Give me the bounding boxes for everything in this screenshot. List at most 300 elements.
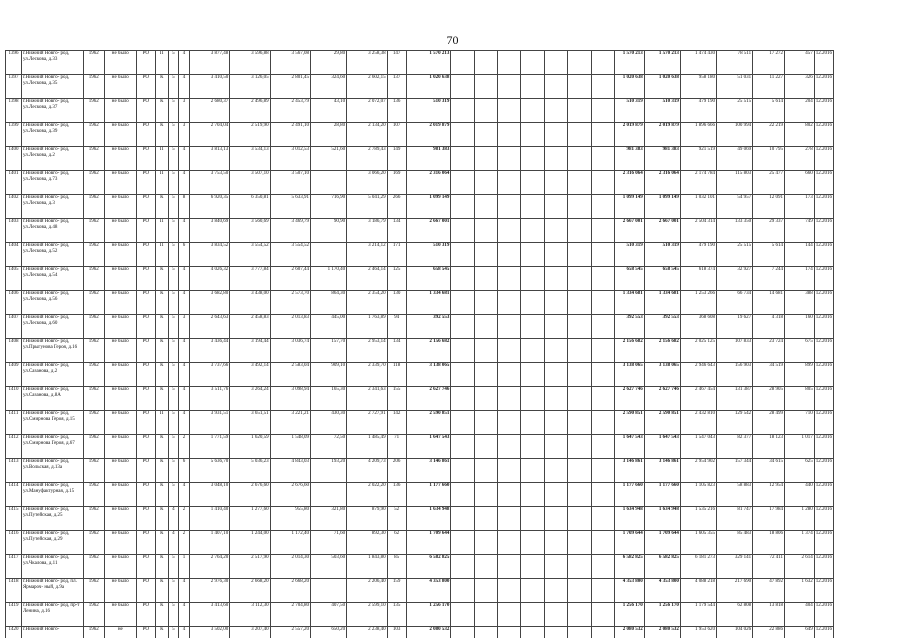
cell-t1: 4 353 800: [614, 579, 644, 603]
cell-a4: [311, 483, 347, 507]
cell-a1: 3 753,50: [189, 171, 229, 195]
cell-year: 1962: [83, 411, 104, 435]
cell-t2: 2 080 532: [644, 627, 680, 639]
cell-a3: 3 098,94: [270, 387, 310, 411]
cell-res: 136: [387, 483, 406, 507]
cell-own: РО: [136, 99, 155, 123]
cell-t1: 981 383: [614, 147, 644, 171]
cell-a3: 3 567,08: [270, 51, 310, 75]
cell-mat: не было: [104, 339, 136, 363]
cell-t6: 625: [785, 459, 815, 483]
cell-t4: 62 808: [717, 603, 753, 627]
cell-en: 4: [179, 267, 190, 291]
cell-year: 1962: [83, 291, 104, 315]
cell-term: 12.2016: [814, 75, 833, 99]
cell-n: 1399: [6, 123, 22, 147]
cell-a1: 3 682,80: [189, 291, 229, 315]
cell-res: 142: [387, 411, 406, 435]
cell-n: 1409: [6, 363, 22, 387]
cell-n: 1403: [6, 219, 22, 243]
cell-cost: 3 146 861: [406, 459, 451, 483]
cell-n: 1404: [6, 243, 22, 267]
cell-fl: 5: [168, 459, 179, 483]
cell-t5: 34 615: [753, 459, 785, 483]
table-row: [6, 171, 898, 195]
cell-a4: 521,60: [311, 147, 347, 171]
cell-t4: 25 515: [717, 243, 753, 267]
empty-cell: [591, 555, 614, 579]
cell-a2: 3 507,10: [230, 171, 270, 195]
cell-t1: 510 319: [614, 243, 644, 267]
cell-t5: 34 519: [753, 363, 785, 387]
empty-cell: [591, 147, 614, 171]
cell-en: 4: [179, 147, 190, 171]
cell-cost: 1 647 543: [406, 435, 451, 459]
cell-type: П: [155, 147, 168, 171]
cell-own: РО: [136, 291, 155, 315]
cell-fl: 4: [168, 507, 179, 531]
cell-n: 1420: [6, 627, 22, 639]
empty-cell: [451, 339, 474, 363]
empty-cell: [544, 315, 567, 339]
table-row: [6, 435, 898, 459]
cell-t5: 10 795: [753, 147, 785, 171]
cell-en: 4: [179, 291, 190, 315]
cell-t4: 217 690: [717, 579, 753, 603]
cell-fl: 5: [168, 339, 179, 363]
table-row: [6, 99, 898, 123]
cell-t6: 326: [785, 75, 815, 99]
empty-cell: [474, 483, 497, 507]
cell-year: 1962: [83, 483, 104, 507]
cell-n: 1413: [6, 459, 22, 483]
empty-cell: [521, 507, 544, 531]
cell-fl: 5: [168, 555, 179, 579]
empty-cell: [498, 51, 521, 75]
cell-a4: 864,30: [311, 291, 347, 315]
cell-t3: 368 608: [680, 315, 716, 339]
cell-t1: 1 709 644: [614, 531, 644, 555]
cell-term: 12.2016: [814, 291, 833, 315]
cell-t3: 2 954 902: [680, 459, 716, 483]
table-row: [6, 627, 898, 639]
empty-cell: [568, 219, 591, 243]
cell-a2: 3 194,44: [230, 339, 270, 363]
empty-cell: [521, 267, 544, 291]
empty-cell: [521, 243, 544, 267]
cell-a5: 2 953,14: [347, 339, 387, 363]
cell-type: П: [155, 219, 168, 243]
empty-cell: [521, 99, 544, 123]
empty-cell: [474, 51, 497, 75]
empty-cell: [521, 387, 544, 411]
cell-fl: 5: [168, 603, 179, 627]
cell-a5: 879,90: [347, 507, 387, 531]
cell-a3: 4 843,03: [270, 459, 310, 483]
cell-a4: 29,80: [311, 51, 347, 75]
empty-cell: [544, 459, 567, 483]
empty-cell: [591, 267, 614, 291]
cell-a5: 2 206,40: [347, 579, 387, 603]
cell-a4: [311, 579, 347, 603]
cell-t4: 81 747: [717, 507, 753, 531]
empty-cell: [498, 315, 521, 339]
cell-term: 12.2016: [814, 243, 833, 267]
empty-cell: [544, 531, 567, 555]
cell-a5: 2 727,91: [347, 411, 387, 435]
cell-type: К: [155, 603, 168, 627]
cell-t1: 1 334 681: [614, 291, 644, 315]
cell-addr: г.Нижний Новго- род, ул.Смирнова Героя, д.67: [21, 435, 83, 459]
cell-a4: 407,50: [311, 603, 347, 627]
empty-cell: [451, 99, 474, 123]
empty-cell: [498, 267, 521, 291]
cell-t3: 2 025 125: [680, 339, 716, 363]
cell-en: 4: [179, 387, 190, 411]
cell-t2: 2 590 851: [644, 411, 680, 435]
cell-res: 134: [387, 339, 406, 363]
cell-a1: 1 407,10: [189, 531, 229, 555]
cell-t3: 2 467 454: [680, 387, 716, 411]
cell-year: 1962: [83, 147, 104, 171]
cell-a1: 3 048,10: [189, 483, 229, 507]
empty-cell: [591, 507, 614, 531]
empty-cell: [544, 219, 567, 243]
empty-cell: [591, 315, 614, 339]
cell-mat: не было: [104, 99, 136, 123]
cell-t3: 1 547 043: [680, 435, 716, 459]
empty-cell: [591, 51, 614, 75]
cell-res: 103: [387, 627, 406, 639]
cell-cost: 1 634 948: [406, 507, 451, 531]
cell-own: РО: [136, 411, 155, 435]
empty-cell: [498, 411, 521, 435]
cell-addr: г.Нижний Новго- род, пл. Ярмароч- ный, д.9а: [21, 579, 83, 603]
cell-en: 4: [179, 627, 190, 639]
cell-mat: не было: [104, 291, 136, 315]
cell-type: К: [155, 195, 168, 219]
cell-t4: 156 903: [717, 363, 753, 387]
cell-t3: 6 181 273: [680, 555, 716, 579]
cell-type: К: [155, 315, 168, 339]
cell-own: РО: [136, 243, 155, 267]
cell-t6: 144: [785, 243, 815, 267]
cell-t5: 4 318: [753, 315, 785, 339]
cell-fl: 5: [168, 75, 179, 99]
cell-addr: г.Нижний Новго- род, ул.Лескова, д.60: [21, 315, 83, 339]
cell-res: 125: [387, 267, 406, 291]
cell-t6: 204: [785, 99, 815, 123]
cell-t5: 18 806: [753, 531, 785, 555]
cell-a5: 3 186,79: [347, 219, 387, 243]
cell-en: 3: [179, 99, 190, 123]
empty-cell: [474, 267, 497, 291]
cell-res: 85: [387, 555, 406, 579]
cell-type: К: [155, 267, 168, 291]
cell-own: РО: [136, 507, 155, 531]
empty-cell: [498, 579, 521, 603]
table-row: [6, 219, 898, 243]
cell-n: 1410: [6, 387, 22, 411]
cell-a2: 1 277,60: [230, 507, 270, 531]
cell-t5: 5 614: [753, 99, 785, 123]
cell-a5: 1 485,49: [347, 435, 387, 459]
cell-en: 2: [179, 531, 190, 555]
cell-term: 12.2016: [814, 603, 833, 627]
cell-t1: 2 667 001: [614, 219, 644, 243]
table-row: [6, 387, 898, 411]
empty-cell: [451, 531, 474, 555]
cell-mat: не было: [104, 603, 136, 627]
cell-a4: 72,50: [311, 435, 347, 459]
cell-n: 1415: [6, 507, 22, 531]
cell-cost: 2 156 682: [406, 339, 451, 363]
empty-cell: [521, 147, 544, 171]
empty-cell: [544, 123, 567, 147]
cell-t2: 2 156 682: [644, 339, 680, 363]
empty-cell: [474, 315, 497, 339]
cell-a2: 6 350,81: [230, 195, 270, 219]
cell-term: 12.2016: [814, 195, 833, 219]
empty-cell: [521, 363, 544, 387]
cell-a1: 3 737,66: [189, 363, 229, 387]
cell-n: 1416: [6, 531, 22, 555]
empty-cell: [451, 507, 474, 531]
empty-cell: [451, 123, 474, 147]
cell-a4: 90,90: [311, 219, 347, 243]
cell-cost: 2 627 746: [406, 387, 451, 411]
cell-a3: 3 469,79: [270, 219, 310, 243]
cell-a2: 2 458,83: [230, 315, 270, 339]
cell-addr: г.Нижний Новго- род, ул.Лескова, д.37: [21, 99, 83, 123]
empty-cell: [568, 483, 591, 507]
cell-t2: 1 256 170: [644, 603, 680, 627]
cell-en: 4: [179, 603, 190, 627]
cell-t6: 1 374: [785, 531, 815, 555]
cell-a5: 3 258,38: [347, 51, 387, 75]
empty-cell: [591, 459, 614, 483]
cell-addr: г.Нижний Новго- род, ул.Лескова, д.3: [21, 195, 83, 219]
cell-t2: 2 627 746: [644, 387, 680, 411]
cell-t1: 2 627 746: [614, 387, 644, 411]
cell-mat: не было: [104, 123, 136, 147]
cell-year: 1962: [83, 75, 104, 99]
cell-t4: 54 957: [717, 195, 753, 219]
cell-t1: 6 582 825: [614, 555, 644, 579]
cell-n: 1419: [6, 603, 22, 627]
cell-mat: не было: [104, 483, 136, 507]
cell-res: 206: [387, 459, 406, 483]
empty-cell: [568, 147, 591, 171]
cell-cost: 4 353 800: [406, 579, 451, 603]
cell-t6: 710: [785, 411, 815, 435]
cell-res: 137: [387, 75, 406, 99]
cell-a3: 3 507,10: [270, 171, 310, 195]
cell-t6: 2 614: [785, 555, 815, 579]
cell-t4: 107 833: [717, 339, 753, 363]
cell-n: 1411: [6, 411, 22, 435]
cell-a2: 2 668,20: [230, 579, 270, 603]
cell-a1: 3 834,52: [189, 243, 229, 267]
empty-cell: [474, 435, 497, 459]
empty-cell: [451, 219, 474, 243]
empty-cell: [498, 147, 521, 171]
cell-t2: 392 553: [644, 315, 680, 339]
cell-year: 1962: [83, 219, 104, 243]
table-row: [6, 483, 898, 507]
empty-cell: [498, 555, 521, 579]
cell-cost: 510 319: [406, 243, 451, 267]
cell-a1: 2 704,04: [189, 123, 229, 147]
cell-en: 4: [179, 483, 190, 507]
cell-t3: 1 105 823: [680, 483, 716, 507]
empty-cell: [568, 267, 591, 291]
empty-cell: [568, 603, 591, 627]
cell-fl: 5: [168, 195, 179, 219]
cell-res: 71: [387, 435, 406, 459]
cell-type: К: [155, 507, 168, 531]
cell-a5: 1 843,80: [347, 555, 387, 579]
cell-term: 12.2016: [814, 483, 833, 507]
cell-a3: 2 013,83: [270, 315, 310, 339]
empty-cell: [474, 123, 497, 147]
cell-t2: 6 582 825: [644, 555, 680, 579]
table-row: [6, 315, 898, 339]
cell-a2: 3 438,00: [230, 291, 270, 315]
cell-a4: [311, 243, 347, 267]
cell-a1: 2 764,20: [189, 555, 229, 579]
empty-cell: [521, 291, 544, 315]
cell-t1: 2 019 879: [614, 123, 644, 147]
cell-addr: г.Нижний Новго- род, ул.Прыгунова Героя, д.16: [21, 339, 83, 363]
cell-mat: не было: [104, 435, 136, 459]
cell-a3: 2 801,45: [270, 75, 310, 99]
cell-own: РО: [136, 603, 155, 627]
cell-cost: 1 256 170: [406, 603, 451, 627]
cell-cost: 1 177 660: [406, 483, 451, 507]
cell-a3: 955,80: [270, 507, 310, 531]
cell-term: 12.2016: [814, 51, 833, 75]
cell-t5: 11 227: [753, 75, 785, 99]
cell-t6: 805: [785, 387, 815, 411]
cell-t3: 1 535 216: [680, 507, 716, 531]
table-row: [6, 579, 898, 603]
cell-t1: 1 177 660: [614, 483, 644, 507]
empty-cell: [498, 387, 521, 411]
table-row: [6, 147, 898, 171]
cell-own: РО: [136, 123, 155, 147]
empty-cell: [451, 603, 474, 627]
cell-own: РО: [136, 579, 155, 603]
cell-a1: 6 920,35: [189, 195, 229, 219]
cell-a2: 2 517,90: [230, 555, 270, 579]
cell-a4: 71,60: [311, 531, 347, 555]
cell-addr: г.Нижний Новго- род, ул.Лескова, д.52: [21, 243, 83, 267]
table-body: [6, 51, 898, 639]
table-row: [6, 411, 898, 435]
empty-cell: [568, 171, 591, 195]
cell-res: 155: [387, 387, 406, 411]
empty-cell: [451, 483, 474, 507]
housing-register-table: [5, 50, 898, 638]
cell-t2: 1 647 543: [644, 435, 680, 459]
empty-cell: [451, 579, 474, 603]
empty-cell: [521, 603, 544, 627]
cell-t3: 1 474 430: [680, 51, 716, 75]
empty-cell: [544, 411, 567, 435]
cell-year: 1962: [83, 363, 104, 387]
cell-type: К: [155, 99, 168, 123]
empty-cell: [591, 531, 614, 555]
cell-addr: г.Нижний Новго- род, ул.Лескова, д.2: [21, 147, 83, 171]
cell-fl: 5: [168, 171, 179, 195]
table-row: [6, 531, 898, 555]
register-table-sheet: [5, 50, 900, 638]
cell-t2: 1 177 660: [644, 483, 680, 507]
cell-term: 12.2016: [814, 387, 833, 411]
cell-t4: 78 511: [717, 51, 753, 75]
empty-cell: [451, 363, 474, 387]
cell-a2: 1 620,59: [230, 435, 270, 459]
cell-own: РО: [136, 555, 155, 579]
empty-cell: [498, 483, 521, 507]
cell-term: 12.2016: [814, 627, 833, 639]
cell-own: РО: [136, 315, 155, 339]
cell-t4: 131 387: [717, 387, 753, 411]
cell-year: 1962: [83, 339, 104, 363]
cell-term: 12.2016: [814, 459, 833, 483]
cell-en: 4: [179, 411, 190, 435]
cell-n: 1418: [6, 579, 22, 603]
cell-type: К: [155, 531, 168, 555]
empty-cell: [544, 579, 567, 603]
cell-a5: 892,30: [347, 531, 387, 555]
cell-fl: 5: [168, 99, 179, 123]
cell-a1: 4 026,32: [189, 267, 229, 291]
cell-addr: г.Нижний Новго- род, ул.Лескова, д.56: [21, 291, 83, 315]
cell-type: К: [155, 627, 168, 639]
cell-n: 1402: [6, 195, 22, 219]
cell-t4: 133 350: [717, 219, 753, 243]
cell-addr: г.Нижний Новго- род, пр-т Ленина, д.16: [21, 603, 83, 627]
cell-a5: 2 341,63: [347, 387, 387, 411]
cell-a4: 193,20: [311, 459, 347, 483]
cell-t2: 2 667 001: [644, 219, 680, 243]
cell-year: 1962: [83, 531, 104, 555]
cell-t1: 3 146 861: [614, 459, 644, 483]
cell-cost: 2 590 851: [406, 411, 451, 435]
cell-a5: 2 354,20: [347, 291, 387, 315]
empty-cell: [568, 315, 591, 339]
cell-addr: г.Нижний Новго- род, ул.Лескова, д.35: [21, 75, 83, 99]
empty-cell: [521, 171, 544, 195]
empty-cell: [591, 339, 614, 363]
empty-cell: [474, 579, 497, 603]
cell-mat: не было: [104, 219, 136, 243]
cell-t4: 25 515: [717, 99, 753, 123]
cell-mat: не было: [104, 531, 136, 555]
cell-t1: 1 099 149: [614, 195, 644, 219]
cell-t4: 85 483: [717, 531, 753, 555]
cell-fl: 5: [168, 267, 179, 291]
empty-cell: [451, 243, 474, 267]
cell-t4: 129 542: [717, 411, 753, 435]
cell-a5: 3 066,20: [347, 171, 387, 195]
cell-t3: 1 953 620: [680, 627, 716, 639]
cell-a3: 2 583,04: [270, 363, 310, 387]
cell-t1: 658 545: [614, 267, 644, 291]
cell-t2: 1 020 638: [644, 75, 680, 99]
